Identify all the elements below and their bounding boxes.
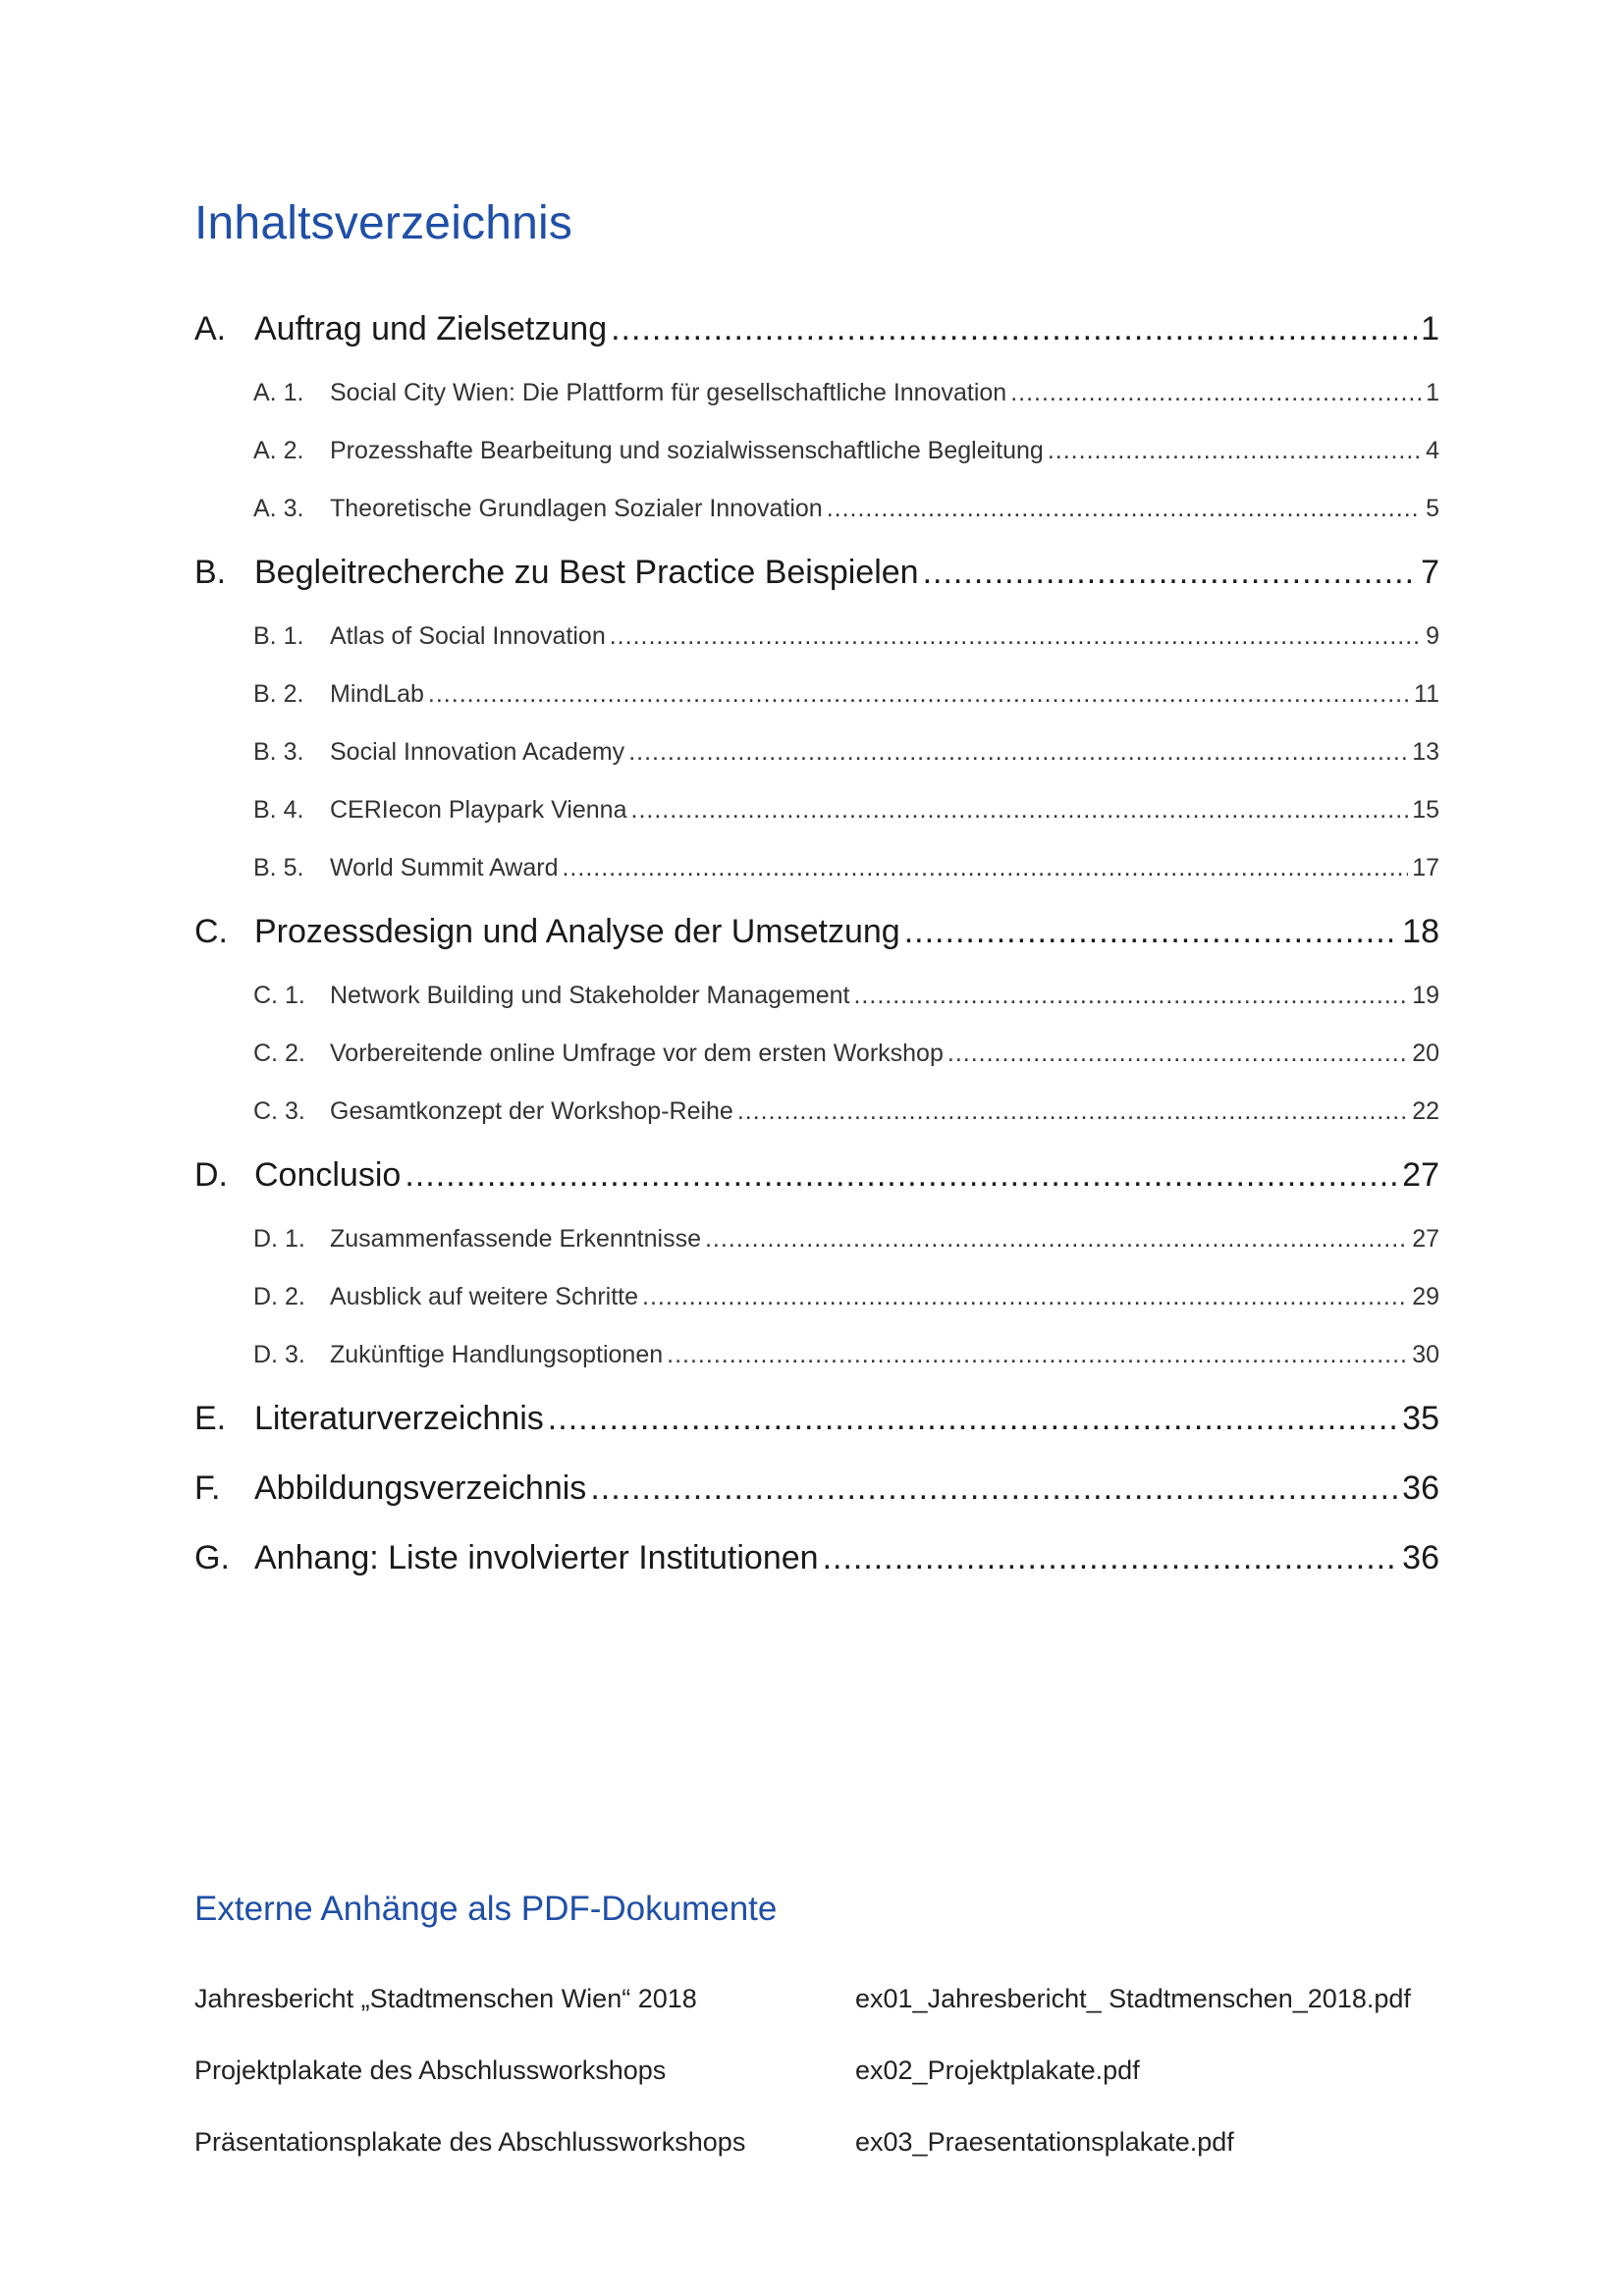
toc-entry-number: F. — [194, 1469, 221, 1507]
toc-entry-label: Begleitrecherche zu Best Practice Beispielen — [254, 554, 919, 591]
toc-dot-leader — [548, 1384, 1398, 1454]
toc-entry-page-number: 9 — [1426, 622, 1439, 650]
toc-section-entry[interactable] — [194, 422, 1439, 480]
toc-entry-label: Social City Wien: Die Plattform für gesellschaftliche Innovation — [330, 379, 1007, 406]
toc-entry-number: C. 1. — [253, 982, 305, 1009]
toc-entry-number: B. — [194, 554, 227, 591]
toc-entry-page-number: 7 — [1421, 554, 1439, 591]
toc-entry-label: World Summit Award — [330, 854, 559, 881]
toc-entry-number: E. — [194, 1400, 227, 1437]
toc-entry-label: Conclusio — [254, 1156, 402, 1194]
external-attachments-list — [194, 1963, 1471, 2178]
toc-dot-leader — [904, 897, 1398, 967]
toc-dot-leader — [631, 781, 1409, 839]
toc-dot-leader — [705, 1210, 1408, 1268]
toc-entry-number: C. — [194, 913, 228, 950]
toc-dot-leader — [590, 1454, 1398, 1523]
toc-entry-number: B. 5. — [253, 854, 304, 881]
toc-chapter-entry[interactable] — [194, 1141, 1439, 1210]
toc-section-entry[interactable] — [194, 967, 1439, 1025]
toc-section-entry[interactable] — [194, 1268, 1439, 1326]
toc-section-entry[interactable] — [194, 1025, 1439, 1083]
toc-entry-page-number: 5 — [1426, 495, 1439, 522]
toc-dot-leader — [611, 294, 1417, 364]
toc-entry-number: A. — [194, 310, 227, 347]
toc-entry-label: Theoretische Grundlagen Sozialer Innovation — [330, 495, 823, 522]
toc-entry-page-number: 36 — [1402, 1539, 1439, 1576]
toc-chapter-entry[interactable] — [194, 294, 1439, 364]
toc-entry-number: C. 2. — [253, 1040, 305, 1067]
toc-entry-label: Vorbereitende online Umfrage vor dem ersten Workshop — [330, 1040, 944, 1067]
toc-entry-number: A. 2. — [253, 437, 304, 464]
toc-entry-label: Anhang: Liste involvierter Institutionen — [254, 1539, 819, 1576]
toc-chapter-entry[interactable] — [194, 1454, 1439, 1523]
toc-dot-leader — [947, 1025, 1408, 1083]
toc-entry-label: Zukünftige Handlungsoptionen — [330, 1341, 664, 1368]
toc-dot-leader — [628, 723, 1408, 781]
external-attachment-row — [194, 2107, 1471, 2178]
attachment-filename[interactable]: ex02_Projektplakate.pdf — [855, 2056, 1140, 2085]
attachment-description: Projektplakate des Abschlussworkshops — [194, 2056, 667, 2085]
external-attachment-row — [194, 2035, 1471, 2107]
attachment-description: Jahresbericht „Stadtmenschen Wien“ 2018 — [194, 1984, 697, 2013]
toc-entry-label: Prozesshafte Bearbeitung und sozialwissenschaftliche Begleitung — [330, 437, 1044, 464]
toc-entry-page-number: 27 — [1402, 1156, 1439, 1194]
toc-entry-label: Zusammenfassende Erkenntnisse — [330, 1225, 701, 1253]
external-attachment-row — [194, 1963, 1471, 2035]
toc-entry-number: C. 3. — [253, 1097, 305, 1125]
toc-entry-number: D. 3. — [253, 1341, 305, 1368]
toc-entry-label: Atlas of Social Innovation — [330, 622, 606, 650]
toc-dot-leader — [823, 1523, 1399, 1593]
toc-section-entry[interactable] — [194, 1083, 1439, 1141]
attachment-description: Präsentationsplakate des Abschlussworkshops — [194, 2127, 746, 2157]
toc-entry-label: CERIecon Playpark Vienna — [330, 796, 627, 824]
toc-entry-label: Ausblick auf weitere Schritte — [330, 1283, 639, 1310]
toc-dot-leader — [737, 1083, 1408, 1141]
toc-entry-number: B. 1. — [253, 622, 304, 650]
toc-entry-page-number: 30 — [1412, 1341, 1439, 1368]
toc-dot-leader — [853, 967, 1408, 1025]
attachment-filename[interactable]: ex03_Praesentationsplakate.pdf — [855, 2127, 1234, 2157]
toc-entry-page-number: 36 — [1402, 1469, 1439, 1507]
toc-entry-page-number: 1 — [1426, 379, 1439, 406]
toc-chapter-entry[interactable] — [194, 1523, 1439, 1593]
toc-entry-number: A. 1. — [253, 379, 304, 406]
toc-dot-leader — [562, 839, 1408, 897]
toc-entry-page-number: 18 — [1402, 913, 1439, 950]
toc-entry-number: D. 1. — [253, 1225, 305, 1253]
table-of-contents — [194, 294, 1439, 1593]
toc-entry-label: Social Innovation Academy — [330, 738, 625, 766]
toc-section-entry[interactable] — [194, 666, 1439, 723]
toc-entry-number: G. — [194, 1539, 230, 1576]
toc-entry-number: A. 3. — [253, 495, 304, 522]
toc-entry-number: B. 4. — [253, 796, 304, 824]
toc-entry-page-number: 13 — [1412, 738, 1439, 766]
toc-entry-page-number: 29 — [1412, 1283, 1439, 1310]
toc-entry-page-number: 27 — [1412, 1225, 1439, 1253]
toc-dot-leader — [642, 1268, 1408, 1326]
toc-section-entry[interactable] — [194, 781, 1439, 839]
toc-entry-label: Auftrag und Zielsetzung — [254, 310, 608, 347]
toc-title: Inhaltsverzeichnis — [194, 197, 573, 249]
toc-dot-leader — [827, 480, 1422, 538]
toc-chapter-entry[interactable] — [194, 897, 1439, 967]
toc-entry-label: Literaturverzeichnis — [254, 1400, 544, 1437]
toc-chapter-entry[interactable] — [194, 538, 1439, 608]
toc-entry-page-number: 22 — [1412, 1097, 1439, 1125]
toc-section-entry[interactable] — [194, 723, 1439, 781]
toc-dot-leader — [610, 608, 1422, 666]
toc-entry-label: MindLab — [330, 680, 424, 708]
toc-entry-number: D. — [194, 1156, 228, 1194]
external-attachments-title: Externe Anhänge als PDF-Dokumente — [194, 1890, 778, 1928]
toc-entry-number: D. 2. — [253, 1283, 305, 1310]
toc-section-entry[interactable] — [194, 839, 1439, 897]
toc-dot-leader — [1010, 364, 1422, 422]
toc-entry-number: B. 3. — [253, 738, 304, 766]
toc-dot-leader — [428, 666, 1410, 723]
toc-section-entry[interactable] — [194, 1326, 1439, 1384]
toc-entry-page-number: 11 — [1414, 680, 1439, 708]
toc-section-entry[interactable] — [194, 608, 1439, 666]
toc-section-entry[interactable] — [194, 364, 1439, 422]
toc-entry-label: Abbildungsverzeichnis — [254, 1469, 587, 1507]
toc-dot-leader — [923, 538, 1417, 608]
toc-chapter-entry[interactable] — [194, 1384, 1439, 1454]
toc-entry-label: Prozessdesign und Analyse der Umsetzung — [254, 913, 900, 950]
toc-section-entry[interactable] — [194, 480, 1439, 538]
toc-entry-page-number: 35 — [1402, 1400, 1439, 1437]
toc-entry-page-number: 19 — [1412, 982, 1439, 1009]
toc-entry-label: Gesamtkonzept der Workshop-Reihe — [330, 1097, 733, 1125]
toc-dot-leader — [405, 1141, 1398, 1210]
toc-dot-leader — [1048, 422, 1422, 480]
toc-entry-page-number: 17 — [1412, 854, 1439, 881]
toc-entry-page-number: 1 — [1421, 310, 1439, 347]
attachment-filename[interactable]: ex01_Jahresbericht_ Stadtmenschen_2018.pdf — [855, 1984, 1411, 2013]
toc-dot-leader — [667, 1326, 1408, 1384]
toc-entry-page-number: 15 — [1412, 796, 1439, 824]
toc-entry-page-number: 20 — [1412, 1040, 1439, 1067]
toc-entry-number: B. 2. — [253, 680, 304, 708]
toc-entry-page-number: 4 — [1426, 437, 1439, 464]
toc-entry-label: Network Building und Stakeholder Management — [330, 982, 850, 1009]
toc-section-entry[interactable] — [194, 1210, 1439, 1268]
